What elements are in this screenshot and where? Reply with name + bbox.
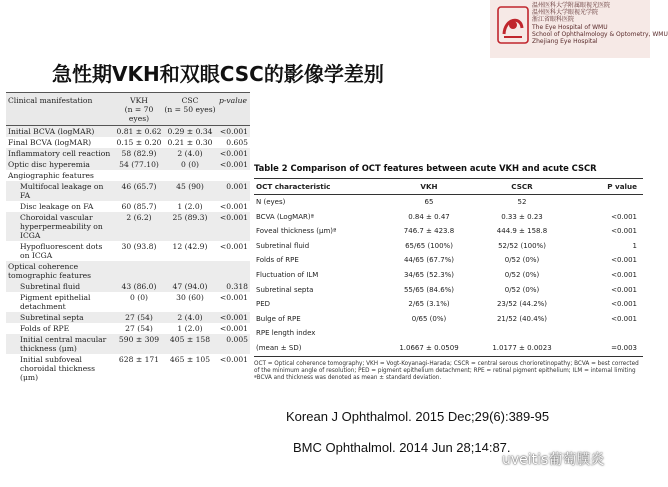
table-cell: Inflammatory cell reaction: [6, 148, 114, 159]
logo-text-line: 温州医科大学眼视光学院: [532, 9, 599, 17]
table-cell: [114, 170, 164, 181]
table-cell: <0.001: [611, 227, 637, 236]
table-row: [254, 239, 643, 254]
table-cell: 2 (4.0): [164, 312, 216, 323]
table-cell: [383, 326, 475, 341]
table-cell: <0.001: [611, 314, 637, 323]
hospital-logo-icon: [497, 6, 529, 44]
logo-text-line: School of Ophthalmology & Optometry, WMU: [532, 30, 668, 38]
table-cell: 2/65 (3.1%): [408, 300, 450, 309]
table-cell: [216, 261, 250, 281]
table-cell: [475, 326, 569, 341]
table-cell: 30 (60): [176, 293, 204, 302]
table-cell: Final BCVA (logMAR): [8, 138, 92, 147]
reference-citation: Korean J Ophthalmol. 2015 Dec;29(6):389-95: [286, 409, 550, 424]
table-cell: <0.001: [219, 202, 248, 211]
table-cell: 25 (89.3): [164, 212, 216, 241]
table-cell: Multifocal leakage on FA: [6, 181, 114, 201]
logo-text-line: The Eye Hospital of WMU: [532, 23, 608, 31]
table-cell: 444.9 ± 158.8: [496, 227, 548, 236]
table-cell: Foveal thickness (μm)ª: [256, 227, 337, 236]
table-row: [6, 201, 250, 212]
table-row: [254, 195, 643, 210]
table-cell: 2 (4.0): [164, 148, 216, 159]
table-cell: BCVA (LogMAR)ª: [256, 212, 314, 221]
table-cell: Disc leakage on FA: [20, 202, 94, 211]
table-cell: [164, 261, 216, 281]
logo-text-line: 浙江省眼科医院: [532, 16, 575, 24]
table-cell: 0 (0): [164, 159, 216, 170]
table-row: [6, 170, 250, 181]
table-row: [254, 268, 643, 283]
header-cell: P value: [569, 179, 643, 195]
table-cell: 47 (94.0): [164, 281, 216, 292]
table-cell: Hypofluorescent dots on ICGA: [20, 242, 103, 260]
table-cell: <0.001: [611, 256, 637, 265]
watermark-text: uveitis葡萄膜炎: [502, 452, 605, 468]
hospital-logo-text: [532, 2, 668, 46]
table-cell: 52: [517, 198, 527, 206]
table-header-row: [254, 179, 643, 195]
table-cell: 1.0177 ± 0.0023: [475, 341, 569, 356]
table-cell: <0.001: [219, 242, 248, 251]
table-cell: 1: [632, 241, 637, 250]
table-cell: Bulge of RPE: [256, 314, 301, 323]
table-row: [6, 292, 250, 312]
table-footnote: [254, 361, 643, 382]
table-cell: [569, 326, 643, 341]
table-cell: [164, 170, 216, 181]
slide-title: 急性期VKH和双眼CSC的影像学差别: [52, 62, 384, 86]
logo-text-line: Zhejiang Eye Hospital: [532, 38, 598, 46]
table-row: [254, 210, 643, 225]
table-cell: Folds of RPE: [256, 256, 299, 265]
table-cell: Subretinal septa: [6, 312, 114, 323]
header-cell: CSCR: [475, 179, 569, 195]
table-cell: 405 ± 158: [164, 334, 216, 354]
table-cell: 45 (90): [164, 181, 216, 201]
table-cell: PED: [256, 300, 271, 309]
table-header-row: [6, 93, 250, 126]
table-cell: 34/65 (52.3%): [403, 270, 455, 279]
header-cell: p-value: [216, 93, 250, 126]
table-cell: <0.001: [216, 212, 250, 241]
table-row: [6, 212, 250, 241]
table-cell: 2 (6.2): [114, 212, 164, 241]
table-row: [254, 297, 643, 312]
table-cell: 43 (86.0): [114, 281, 164, 292]
header-cell: VKH: [383, 179, 475, 195]
table-cell: 0.81 ± 0.62: [114, 126, 164, 138]
table-row: [6, 181, 250, 201]
table-cell: 0.84 ± 0.47: [408, 212, 450, 221]
table-cell: Angiographic features: [8, 171, 94, 180]
table-cell: 746.7 ± 423.8: [403, 227, 455, 236]
table-cell: 0/52 (0%): [504, 285, 540, 294]
oct-comparison-table: [254, 163, 643, 382]
table-cell: 0 (0): [129, 293, 148, 302]
table-row: [6, 354, 250, 383]
table-caption: Table 2 Comparison of OCT features between acute VKH and acute CSCR: [254, 163, 597, 173]
table-cell: 0.005: [216, 334, 250, 354]
table-cell: <0.001: [611, 212, 637, 221]
table-cell: <0.001: [216, 126, 250, 138]
table-cell: 0.15 ± 0.20: [116, 138, 162, 147]
table-cell: Choroidal vascular hyperpermeability on ICGA: [6, 212, 114, 241]
table-row: [254, 326, 643, 341]
table-row: [254, 341, 643, 356]
table-cell: 0.33 ± 0.23: [501, 212, 543, 221]
table-cell: 44/65 (67.7%): [403, 256, 455, 265]
header-cell: CSC (n = 50 eyes): [164, 93, 216, 126]
reference-citation: BMC Ophthalmol. 2014 Jun 28;14:87.: [293, 440, 511, 455]
table-cell: 23/52 (44.2%): [496, 300, 548, 309]
table-row: [6, 126, 250, 138]
table-cell: <0.001: [219, 355, 248, 364]
table-cell: 55/65 (84.6%): [403, 285, 455, 294]
table-cell: 590 ± 309: [114, 334, 164, 354]
table-cell: 1.0667 ± 0.0509: [383, 341, 475, 356]
table-cell: 30 (93.8): [121, 242, 157, 251]
table-cell: Initial BCVA (logMAR): [6, 126, 114, 138]
table-cell: RPE length index: [256, 329, 316, 338]
table-row: [6, 312, 250, 323]
table-cell: 27 (54): [114, 312, 164, 323]
header-cell: VKH (n = 70 eyes): [114, 93, 164, 126]
table-row: [6, 137, 250, 148]
wechat-icon: [478, 450, 498, 468]
table-cell: Pigment epithelial detachment: [20, 293, 91, 311]
table-cell: 54 (77.10): [114, 159, 164, 170]
table-row: [6, 261, 250, 281]
table-cell: <0.001: [219, 293, 248, 302]
table-cell: =0.003: [569, 341, 643, 356]
table-cell: <0.001: [219, 324, 248, 333]
table-cell: 65: [424, 198, 434, 206]
table-cell: 52/52 (100%): [498, 241, 546, 250]
table-cell: Subretinal fluid: [256, 241, 310, 250]
table-cell: <0.001: [216, 159, 250, 170]
footnote-line: ªBCVA and thickness was denoted as mean ± standard deviation.: [254, 374, 442, 381]
table-cell: <0.001: [611, 300, 637, 309]
table-cell: 0/52 (0%): [504, 256, 540, 265]
table-cell: 0/52 (0%): [504, 270, 540, 279]
table-row: [254, 253, 643, 268]
table-row: [6, 148, 250, 159]
table-cell: 58 (82.9): [114, 148, 164, 159]
table-cell: 465 ± 105: [169, 355, 211, 364]
table-cell: [114, 261, 164, 281]
table-cell: (mean ± SD): [254, 341, 383, 356]
table-cell: Optical coherence tomographic features: [6, 261, 114, 281]
table-cell: 628 ± 171: [118, 355, 160, 364]
table-cell: 0.001: [216, 181, 250, 201]
table-cell: 1 (2.0): [177, 324, 203, 333]
table-row: [254, 224, 643, 239]
watermark: [478, 446, 604, 472]
table-cell: 27 (54): [125, 324, 153, 333]
table-cell: Optic disc hyperemia: [6, 159, 114, 170]
table-cell: <0.001: [216, 148, 250, 159]
logo-text-line: 温州医科大学附属眼视光医院: [532, 2, 611, 9]
table-cell: <0.001: [611, 270, 637, 279]
table-cell: 46 (65.7): [114, 181, 164, 201]
table-cell: [216, 170, 250, 181]
table-cell: 60 (85.7): [121, 202, 157, 211]
table-cell: <0.001: [216, 312, 250, 323]
table-cell: Subretinal septa: [256, 285, 314, 294]
header-cell: OCT characteristic: [254, 179, 383, 195]
table-cell: 21/52 (40.4%): [496, 314, 548, 323]
table-cell: 12 (42.9): [172, 242, 208, 251]
table-cell: 0.605: [226, 138, 248, 147]
table-row: [254, 312, 643, 327]
table-cell: 0.21 ± 0.30: [167, 138, 213, 147]
table-row: [6, 323, 250, 334]
table-cell: 0.318: [216, 281, 250, 292]
table-row: [6, 281, 250, 292]
table-cell: <0.001: [611, 285, 637, 294]
table-cell: 65/65 (100%): [405, 241, 453, 250]
table-cell: Fluctuation of ILM: [256, 270, 319, 279]
table-cell: 1 (2.0): [177, 202, 203, 211]
table-cell: Initial central macular thickness (μm): [6, 334, 114, 354]
table-cell: 0/65 (0%): [411, 314, 447, 323]
table-row: [254, 283, 643, 298]
table-cell: 0.29 ± 0.34: [164, 126, 216, 138]
table-cell: Folds of RPE: [20, 324, 70, 333]
table-row: [6, 334, 250, 354]
table-cell: [569, 195, 643, 210]
clinical-comparison-table: [6, 92, 250, 383]
footnote-line: of the minimum angle of resolution; PED = pigment epithelium detachment; RPE = retinal pigment epithelium; ILM = internal limiting: [254, 367, 636, 374]
table-cell: Subretinal fluid: [6, 281, 114, 292]
table-cell: N (eyes): [256, 198, 286, 206]
table-row: [6, 241, 250, 261]
footnote-line: OCT = Optical coherence tomography; VKH = Vogt-Koyanagi-Harada; CSCR = central serous chorioretinopathy; BCVA = best corrected: [254, 360, 639, 367]
header-cell: Clinical manifestation: [6, 93, 114, 126]
table-row: [6, 159, 250, 170]
table-cell: Initial subfoveal choroidal thickness (μm): [20, 355, 95, 382]
